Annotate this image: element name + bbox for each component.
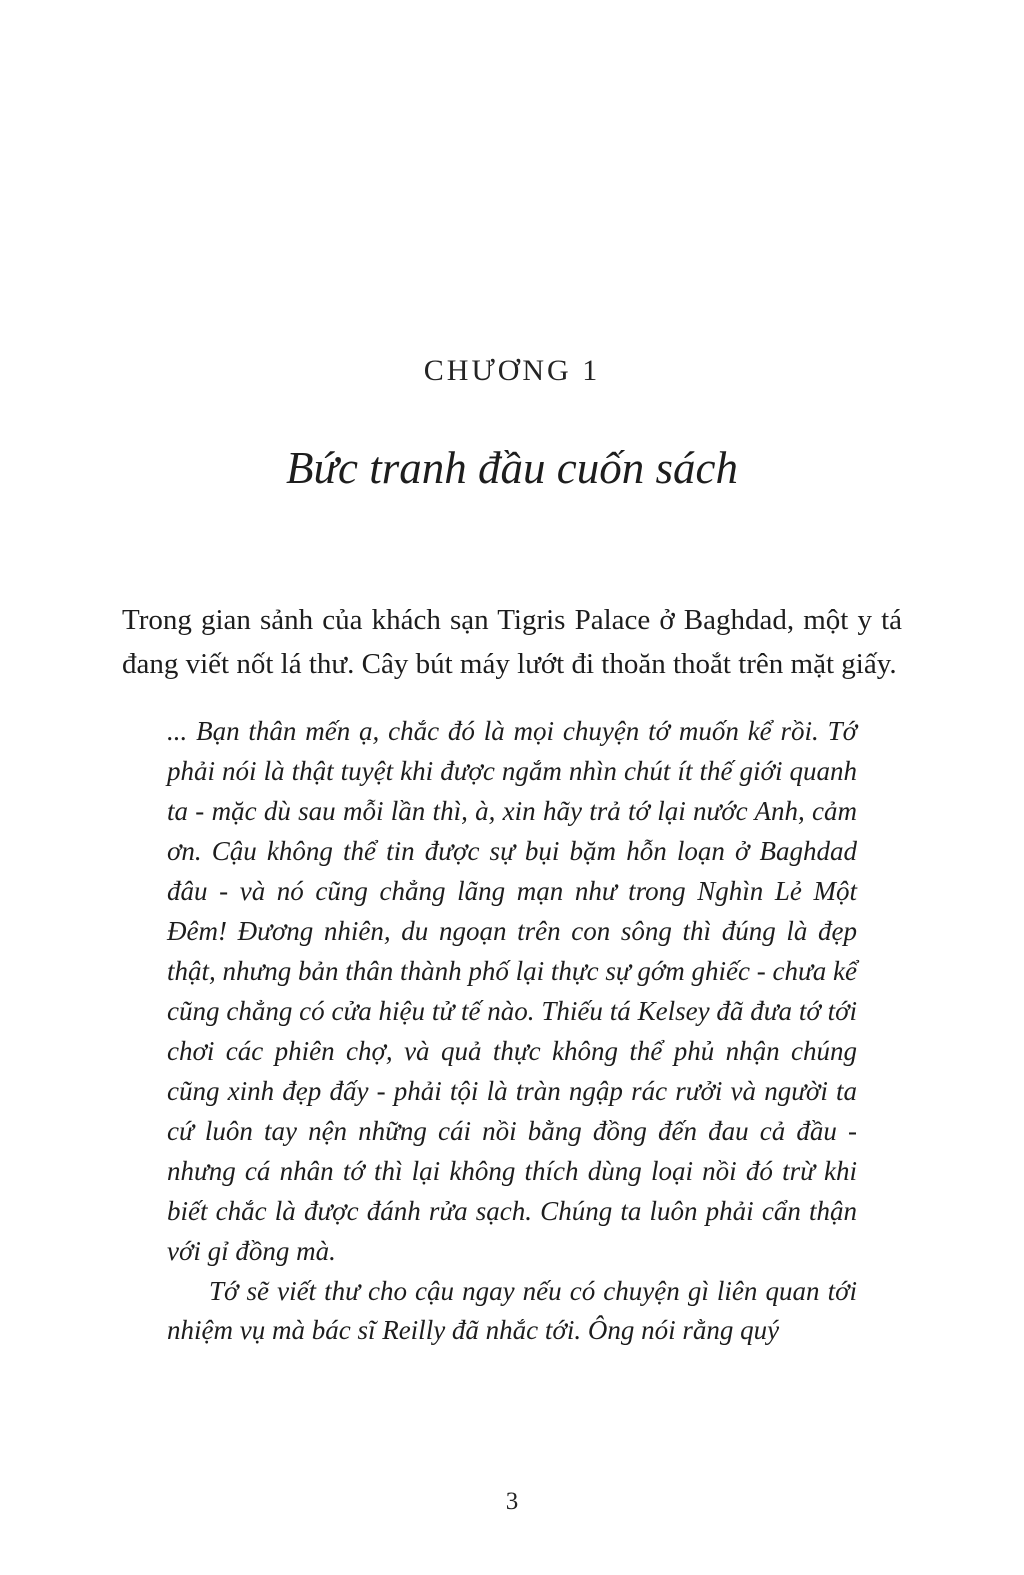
chapter-title: Bức tranh đầu cuốn sách (286, 443, 738, 493)
intro-paragraph: Trong gian sảnh của khách sạn Tigris Palace ở Baghdad, một y tá đang viết nốt lá thư. Cây bút máy lướt đi thoăn thoắt trên mặt giấy. (122, 604, 902, 681)
letter-paragraph: ... Bạn thân mến ạ, chắc đó là mọi chuyện tớ muốn kể rồi. Tớ phải nói là thật tuyệt khi được ngắm nhìn chút ít thế giới quanh ta - mặc dù sau mỗi lần thì, à, xin hãy trả tớ lại nước Anh, cảm ơn. Cậu không thể tin được sự bụi bặm hỗn loạn ở Baghdad đâu - và nó cũng chẳng lãng mạn như trong Nghìn Lẻ Một Đêm! Đương nhiên, du ngoạn trên con sông thì đúng là đẹp thật, nhưng bản thân thành phố lại thực sự gớm ghiếc - chưa kể cũng chẳng có cửa hiệu tử tế nào. Thiếu tá Kelsey đã đưa tớ tới chơi các phiên chợ, và quả thực không thể phủ nhận chúng cũng xinh đẹp đấy - phải tội là tràn ngập rác rưởi và người ta cứ luôn tay nện những cái nồi bằng đồng đến đau cả đầu - nhưng cá nhân tớ thì lại không thích dùng loại nồi đó trừ khi biết chắc là được đánh rửa sạch. Chúng ta luôn phải cẩn thận với gỉ đồng mà. (167, 716, 857, 1266)
chapter-label: CHƯƠNG 1 (423, 354, 601, 387)
page-number: 3 (505, 1488, 519, 1515)
letter-block (167, 712, 857, 1351)
letter-paragraph: Tớ sẽ viết thư cho cậu ngay nếu có chuyện gì liên quan tới nhiệm vụ mà bác sĩ Reilly đã nhắc tới. Ông nói rằng quý (167, 1275, 857, 1346)
